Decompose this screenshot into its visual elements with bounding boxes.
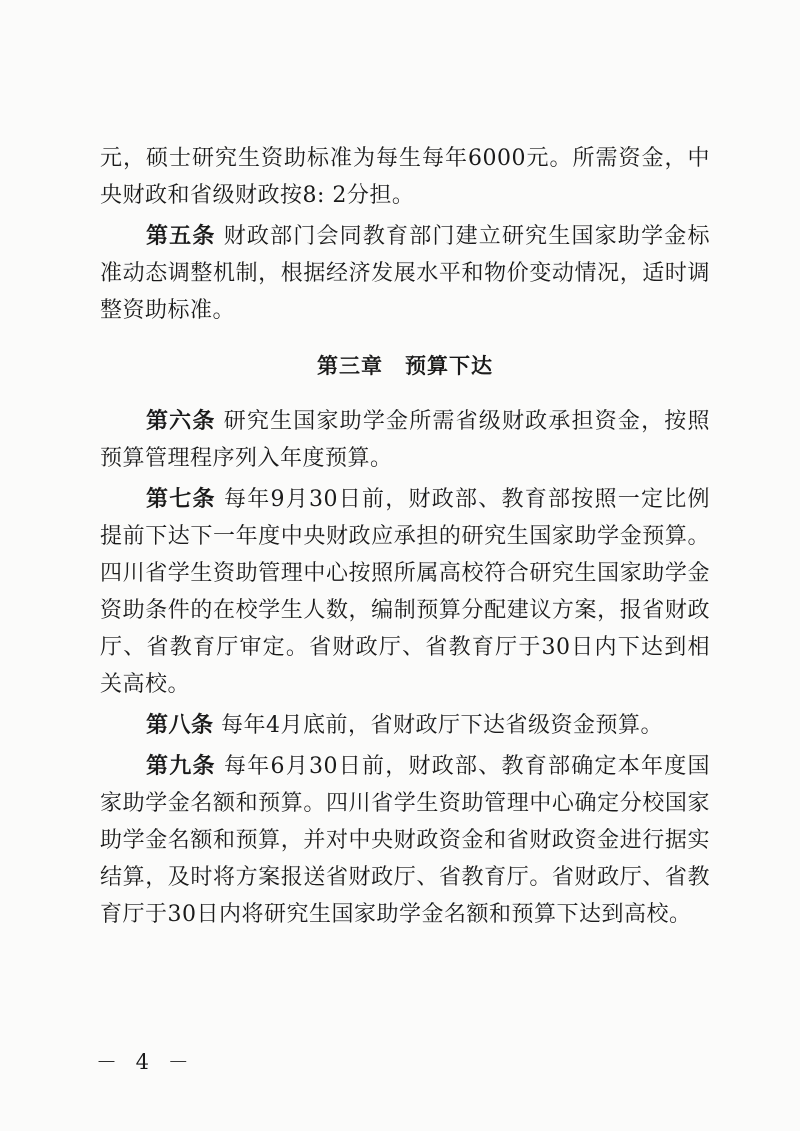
- article-8-label: 第八条: [146, 713, 214, 738]
- article-5-label: 第五条: [146, 224, 216, 249]
- article-8-text: 每年4月底前，省财政厅下达省级资金预算。: [221, 713, 664, 738]
- paragraph-continued: 元，硕士研究生资助标准为每生每年6000元。所需资金，中央财政和省级财政按8: 2分担。: [100, 146, 710, 208]
- article-6-text: 研究生国家助学金所需省级财政承担资金，按照预算管理程序列入年度预算。: [100, 409, 710, 471]
- article-7: [100, 481, 710, 703]
- chapter-title: 第三章 预算下达: [317, 354, 493, 378]
- document-body: [100, 140, 710, 933]
- article-9: [100, 748, 710, 933]
- article-8: [100, 707, 710, 744]
- page-number: － 4 －: [96, 1050, 195, 1074]
- article-9-text: 每年6月30日前，财政部、教育部确定本年度国家助学金名额和预算。四川省学生资助管理中心确定分校国家助学金名额和预算，并对中央财政资金和省财政资金进行据实结算，及时将方案报送省财政厅、省教育厅。省财政厅、省教育厅于30日内将研究生国家助学金名额和预算下达到高校。: [100, 754, 710, 927]
- article-7-label: 第七条: [146, 487, 216, 512]
- article-5: [100, 218, 710, 329]
- article-6: [100, 403, 710, 477]
- article-9-label: 第九条: [146, 754, 216, 779]
- article-6-label: 第六条: [146, 409, 216, 434]
- article-5-text: 财政部门会同教育部门建立研究生国家助学金标准动态调整机制，根据经济发展水平和物价变动情况，适时调整资助标准。: [100, 224, 710, 323]
- article-7-text: 每年9月30日前，财政部、教育部按照一定比例提前下达下一年度中央财政应承担的研究生国家助学金预算。四川省学生资助管理中心按照所属高校符合研究生国家助学金资助条件的在校学生人数，编制预算分配建议方案，报省财政厅、省教育厅审定。省财政厅、省教育厅于30日内下达到相关高校。: [100, 487, 710, 697]
